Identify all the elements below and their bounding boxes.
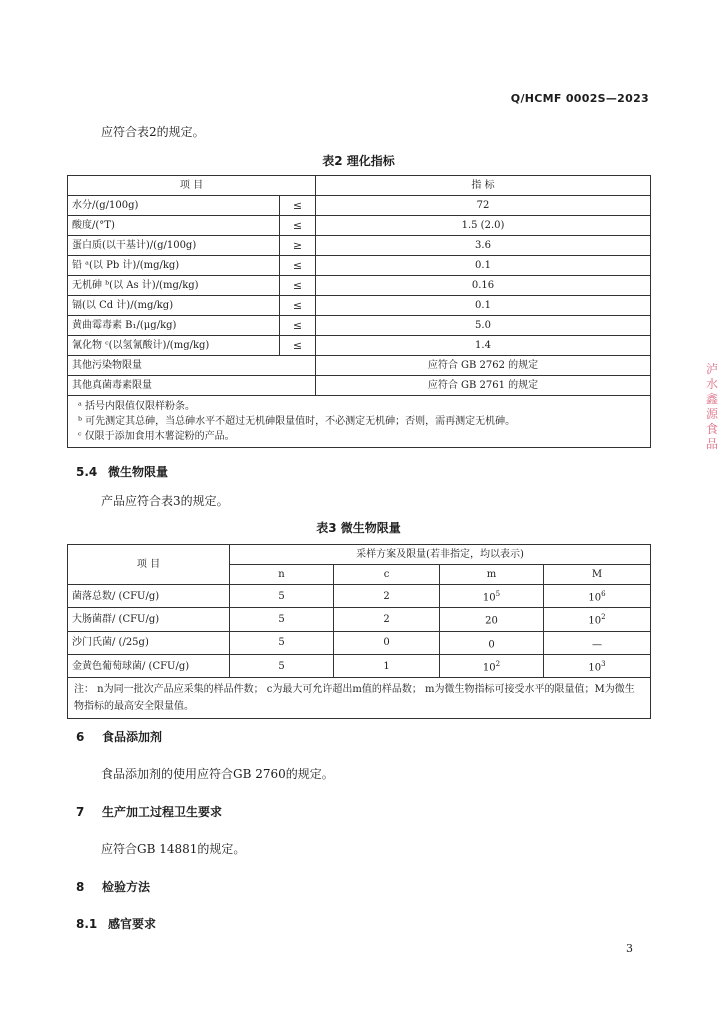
table2-operator: ≤ <box>280 256 316 276</box>
section-title: 检验方法 <box>102 880 151 894</box>
table3-n: 5 <box>230 585 334 608</box>
table2-item: 黄曲霉毒素 B₁/(μg/kg) <box>68 316 280 336</box>
table3-item: 沙门氏菌/ (/25g) <box>68 631 230 654</box>
table2-operator: ≤ <box>280 216 316 236</box>
table2-value: 5.0 <box>316 316 651 336</box>
table3-m: $10^2$ <box>440 654 544 677</box>
table2-operator: ≤ <box>280 276 316 296</box>
table3-c: 1 <box>334 654 440 677</box>
table2-notes-row <box>68 396 651 448</box>
table-row <box>68 236 651 256</box>
table2-head-index: 指 标 <box>316 176 651 196</box>
table2-item: 氰化物 ᶜ(以氢氰酸计)/(mg/kg) <box>68 336 280 356</box>
table3-M: $10^2$ <box>544 608 651 631</box>
table-row <box>68 296 651 316</box>
table2-item: 其他污染物限量 <box>68 356 316 376</box>
table-row <box>68 316 651 336</box>
table3-M: $10^3$ <box>544 654 651 677</box>
section-6-heading <box>76 728 162 745</box>
section-title: 食品添加剂 <box>102 730 163 744</box>
table2-operator: ≥ <box>280 236 316 256</box>
seal-stamp-edge: 泸水鑫源食品 <box>705 362 718 451</box>
table3-n: 5 <box>230 608 334 631</box>
table-row <box>68 196 651 216</box>
table2-item: 铅 ᵃ(以 Pb 计)/(mg/kg) <box>68 256 280 276</box>
section-number: 6 <box>76 730 85 744</box>
table-row <box>68 376 651 396</box>
table3-M: $10^6$ <box>544 585 651 608</box>
table-row <box>68 356 651 376</box>
section-title: 感官要求 <box>108 917 157 931</box>
table3-caption: 表3 微生物限量 <box>316 521 401 535</box>
table3-m: $10^5$ <box>440 585 544 608</box>
table-row <box>68 585 651 608</box>
table-row <box>68 631 651 654</box>
table-row <box>68 654 651 677</box>
section-6-text: 食品添加剂的使用应符合GB 2760的规定。 <box>101 767 334 781</box>
table2-note-c: ᶜ 仅限于添加食用木薯淀粉的产品。 <box>78 431 235 442</box>
section-8-heading <box>76 878 150 895</box>
table3-note: 注： n为同一批次产品应采集的样品件数； c为最大可允许超出m值的样品数； m为微生物指标可接受水平的限量值；M为微生物指标的最高安全限量值。 <box>68 678 651 719</box>
table2-header-row <box>68 176 651 196</box>
table2-value: 1.4 <box>316 336 651 356</box>
table2-notes <box>68 396 651 448</box>
table3-head-c: c <box>334 565 440 585</box>
table2-operator: ≤ <box>280 316 316 336</box>
table2-caption: 表2 理化指标 <box>322 154 395 168</box>
table2-operator: ≤ <box>280 196 316 216</box>
table2-note-a: ᵃ 括号内限值仅限样粉条。 <box>78 401 196 412</box>
table3-m: 20 <box>440 608 544 631</box>
section-5-4-heading <box>76 463 168 480</box>
table3-microbial-limits <box>67 544 651 719</box>
table2-item: 无机砷 ᵇ(以 As 计)/(mg/kg) <box>68 276 280 296</box>
table2-item: 蛋白质(以干基计)/(g/100g) <box>68 236 280 256</box>
table3-head-m: m <box>440 565 544 585</box>
table-row <box>68 336 651 356</box>
table2-head-item: 项 目 <box>68 176 316 196</box>
table2-value: 0.1 <box>316 296 651 316</box>
table2-item: 酸度/(°T) <box>68 216 280 236</box>
table2-operator: ≤ <box>280 296 316 316</box>
table2-item: 其他真菌毒素限量 <box>68 376 316 396</box>
page-number: 3 <box>626 942 633 955</box>
table3-c: 2 <box>334 608 440 631</box>
document-code: Q/HCMF 0002S—2023 <box>510 92 649 105</box>
table2-operator: ≤ <box>280 336 316 356</box>
table3-header-row <box>68 545 651 565</box>
table2-value: 3.6 <box>316 236 651 256</box>
section-number: 7 <box>76 805 85 819</box>
table3-note-row <box>68 678 651 719</box>
table-row <box>68 216 651 236</box>
table3-n: 5 <box>230 631 334 654</box>
table3-m: 0 <box>440 631 544 654</box>
table3-head-n: n <box>230 565 334 585</box>
intro-paragraph: 应符合表2的规定。 <box>101 125 205 139</box>
section-title: 生产加工过程卫生要求 <box>102 805 223 819</box>
section-number: 8.1 <box>76 917 98 931</box>
table3-head-M: M <box>544 565 651 585</box>
section-number: 5.4 <box>76 465 98 479</box>
table2-value: 72 <box>316 196 651 216</box>
section-7-heading <box>76 803 222 820</box>
table3-item: 大肠菌群/ (CFU/g) <box>68 608 230 631</box>
table3-item: 菌落总数/ (CFU/g) <box>68 585 230 608</box>
table2-value: 应符合 GB 2762 的规定 <box>316 356 651 376</box>
table-row <box>68 276 651 296</box>
table3-n: 5 <box>230 654 334 677</box>
table3-head-item: 项 目 <box>68 545 230 585</box>
table2-physicochemical <box>67 175 651 448</box>
table2-note-b: ᵇ 可先测定其总砷，当总砷水平不超过无机砷限量值时，不必测定无机砷；否则，需再测定无机砷。 <box>78 416 516 427</box>
table2-value: 1.5 (2.0) <box>316 216 651 236</box>
section-5-4-text: 产品应符合表3的规定。 <box>101 494 229 508</box>
section-number: 8 <box>76 880 85 894</box>
table3-c: 0 <box>334 631 440 654</box>
section-8-1-heading <box>76 915 156 932</box>
table3-c: 2 <box>334 585 440 608</box>
table-row <box>68 608 651 631</box>
section-title: 微生物限量 <box>108 465 169 479</box>
table2-item: 镉(以 Cd 计)/(mg/kg) <box>68 296 280 316</box>
table2-value: 应符合 GB 2761 的规定 <box>316 376 651 396</box>
table3-item: 金黄色葡萄球菌/ (CFU/g) <box>68 654 230 677</box>
table3-M: — <box>544 631 651 654</box>
section-7-text: 应符合GB 14881的规定。 <box>101 842 246 856</box>
table-row <box>68 256 651 276</box>
table2-value: 0.16 <box>316 276 651 296</box>
table3-head-group: 采样方案及限量(若非指定，均以表示) <box>230 545 651 565</box>
table2-item: 水分/(g/100g) <box>68 196 280 216</box>
table2-value: 0.1 <box>316 256 651 276</box>
